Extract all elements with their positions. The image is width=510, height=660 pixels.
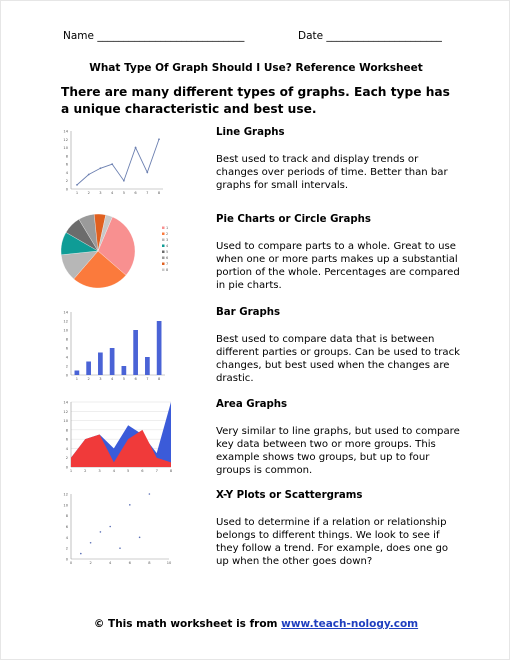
x-tick-label: 4 bbox=[109, 561, 112, 565]
y-tick-label: 6 bbox=[65, 437, 68, 442]
x-tick-label: 3 bbox=[98, 469, 101, 473]
x-tick-label: 8 bbox=[148, 561, 151, 565]
legend-swatch bbox=[162, 245, 165, 248]
x-tick-label: 6 bbox=[134, 377, 137, 381]
line-point bbox=[88, 174, 90, 176]
legend-swatch bbox=[162, 233, 165, 236]
bar bbox=[145, 357, 150, 375]
scatter-point bbox=[119, 547, 121, 549]
legend-label: 5 bbox=[166, 250, 169, 254]
y-tick-label: 8 bbox=[65, 154, 68, 159]
y-tick-label: 0 bbox=[65, 465, 68, 470]
y-tick-label: 0 bbox=[65, 373, 68, 378]
x-tick-label: 5 bbox=[126, 469, 130, 473]
x-tick-label: 4 bbox=[110, 377, 114, 381]
legend-swatch bbox=[162, 263, 165, 266]
bar-graph-chart bbox=[59, 309, 169, 381]
legend-swatch bbox=[162, 239, 165, 242]
section-heading: Bar Graphs bbox=[216, 307, 281, 318]
bar bbox=[122, 366, 127, 375]
x-tick-label: 6 bbox=[128, 561, 131, 565]
scatter-point bbox=[129, 504, 131, 506]
line-point bbox=[111, 163, 113, 165]
x-tick-label: 1 bbox=[69, 469, 73, 473]
section-text: Best used to compare data that is between different parties or groups. Can be used to track changes, but best used when the changes are drastic. bbox=[216, 334, 460, 384]
scatter-point bbox=[90, 542, 92, 544]
line-series bbox=[77, 139, 159, 185]
bar bbox=[98, 353, 103, 376]
scatter-plot-chart bbox=[59, 491, 173, 567]
line-point bbox=[76, 184, 78, 186]
line-point bbox=[123, 180, 125, 182]
area-graph-chart bbox=[59, 399, 173, 473]
bar bbox=[75, 371, 80, 376]
line-point bbox=[135, 147, 137, 149]
x-tick-label: 1 bbox=[75, 191, 79, 195]
legend-label: 3 bbox=[166, 238, 169, 242]
name-field: Name ____________________________ bbox=[63, 30, 245, 42]
y-tick-label: 12 bbox=[63, 137, 68, 142]
x-tick-label: 1 bbox=[75, 377, 79, 381]
y-tick-label: 12 bbox=[63, 409, 68, 414]
y-tick-label: 4 bbox=[65, 355, 68, 360]
legend-label: 6 bbox=[166, 256, 169, 260]
x-tick-label: 2 bbox=[87, 377, 90, 381]
x-tick-label: 7 bbox=[146, 377, 149, 381]
x-tick-label: 5 bbox=[122, 191, 126, 195]
x-tick-label: 0 bbox=[69, 561, 73, 565]
y-tick-label: 8 bbox=[65, 428, 68, 433]
y-tick-label: 0 bbox=[65, 187, 68, 192]
legend-label: 7 bbox=[166, 262, 169, 266]
section-heading: Area Graphs bbox=[216, 399, 288, 410]
section-bar-graphs bbox=[216, 306, 461, 385]
y-tick-label: 4 bbox=[65, 446, 68, 451]
x-tick-label: 7 bbox=[155, 469, 158, 473]
x-tick-label: 4 bbox=[112, 469, 116, 473]
bar bbox=[110, 348, 115, 375]
x-tick-label: 8 bbox=[157, 191, 161, 195]
section-text: Used to compare parts to a whole. Great to use when one or more parts makes up a substantial portion of the whole. Percentages are compared in pie charts. bbox=[216, 241, 460, 291]
legend-label: 2 bbox=[166, 232, 169, 236]
legend-label: 1 bbox=[166, 226, 169, 230]
x-tick-label: 2 bbox=[87, 191, 90, 195]
section-heading: Line Graphs bbox=[216, 127, 285, 138]
y-tick-label: 2 bbox=[65, 179, 68, 184]
y-tick-label: 10 bbox=[63, 419, 68, 424]
scatter-point bbox=[139, 537, 141, 539]
y-tick-label: 2 bbox=[65, 364, 68, 369]
page-title: What Type Of Graph Should I Use? Reference Worksheet bbox=[89, 62, 423, 74]
scatter-point bbox=[109, 526, 111, 528]
pie-chart bbox=[59, 211, 177, 291]
x-tick-label: 6 bbox=[134, 191, 137, 195]
legend-label: 4 bbox=[166, 244, 169, 248]
y-tick-label: 4 bbox=[65, 535, 68, 540]
y-tick-label: 8 bbox=[65, 337, 68, 342]
x-tick-label: 6 bbox=[141, 469, 144, 473]
section-area-graphs bbox=[216, 398, 461, 477]
x-tick-label: 5 bbox=[122, 377, 126, 381]
y-tick-label: 6 bbox=[65, 162, 68, 167]
legend-swatch bbox=[162, 257, 165, 260]
bar bbox=[133, 330, 138, 375]
section-heading: X-Y Plots or Scattergrams bbox=[216, 490, 363, 501]
intro-text: There are many different types of graphs. Each type has a unique characteristic and best use. bbox=[61, 85, 450, 116]
section-text: Used to determine if a relation or relationship belongs to different things. We look to see if they follow a trend. For example, does one go up when the other goes down? bbox=[216, 517, 449, 567]
scatter-point bbox=[80, 553, 82, 555]
y-tick-label: 10 bbox=[63, 146, 68, 151]
y-tick-label: 12 bbox=[63, 319, 68, 324]
line-point bbox=[100, 167, 102, 169]
line-graph-chart bbox=[59, 127, 169, 199]
footer bbox=[1, 618, 510, 630]
line-point bbox=[158, 138, 160, 140]
y-tick-label: 2 bbox=[65, 456, 68, 461]
x-tick-label: 3 bbox=[99, 191, 102, 195]
y-tick-label: 4 bbox=[65, 170, 68, 175]
x-tick-label: 4 bbox=[110, 191, 114, 195]
bar bbox=[86, 362, 91, 376]
y-tick-label: 14 bbox=[63, 400, 68, 405]
x-tick-label: 2 bbox=[89, 561, 92, 565]
y-tick-label: 8 bbox=[65, 514, 68, 519]
section-pie-charts bbox=[216, 213, 461, 292]
y-tick-label: 10 bbox=[63, 328, 68, 333]
x-tick-label: 10 bbox=[166, 561, 172, 565]
section-heading: Pie Charts or Circle Graphs bbox=[216, 214, 371, 225]
x-tick-label: 2 bbox=[84, 469, 87, 473]
footer-link[interactable]: www.teach-nology.com bbox=[281, 618, 419, 630]
legend-swatch bbox=[162, 251, 165, 254]
section-scattergrams bbox=[216, 489, 461, 568]
section-text: Best used to track and display trends or changes over periods of time. Better than bar graphs for small intervals. bbox=[216, 154, 448, 191]
x-tick-label: 8 bbox=[157, 377, 161, 381]
scatter-point bbox=[149, 493, 151, 495]
x-tick-label: 7 bbox=[146, 191, 149, 195]
y-tick-label: 14 bbox=[63, 310, 68, 315]
bar bbox=[157, 321, 162, 375]
y-tick-label: 0 bbox=[65, 557, 68, 562]
y-tick-label: 14 bbox=[63, 129, 68, 134]
x-tick-label: 3 bbox=[99, 377, 102, 381]
legend-swatch bbox=[162, 227, 165, 230]
section-line-graphs bbox=[216, 126, 461, 192]
y-tick-label: 6 bbox=[65, 346, 68, 351]
y-tick-label: 2 bbox=[65, 546, 68, 551]
legend-swatch bbox=[162, 269, 165, 272]
y-tick-label: 6 bbox=[65, 525, 68, 529]
legend-label: 8 bbox=[166, 268, 169, 272]
line-point bbox=[146, 172, 148, 174]
y-tick-label: 12 bbox=[63, 492, 68, 497]
section-text: Very similar to line graphs, but used to compare key data between two or more groups. This example shows two groups, but up to four groups is common. bbox=[216, 426, 460, 476]
footer-text: © This math worksheet is from bbox=[93, 618, 282, 630]
y-tick-label: 10 bbox=[63, 503, 68, 508]
date-field: Date ______________________ bbox=[298, 30, 442, 42]
x-tick-label: 8 bbox=[169, 469, 173, 473]
scatter-point bbox=[100, 531, 102, 533]
